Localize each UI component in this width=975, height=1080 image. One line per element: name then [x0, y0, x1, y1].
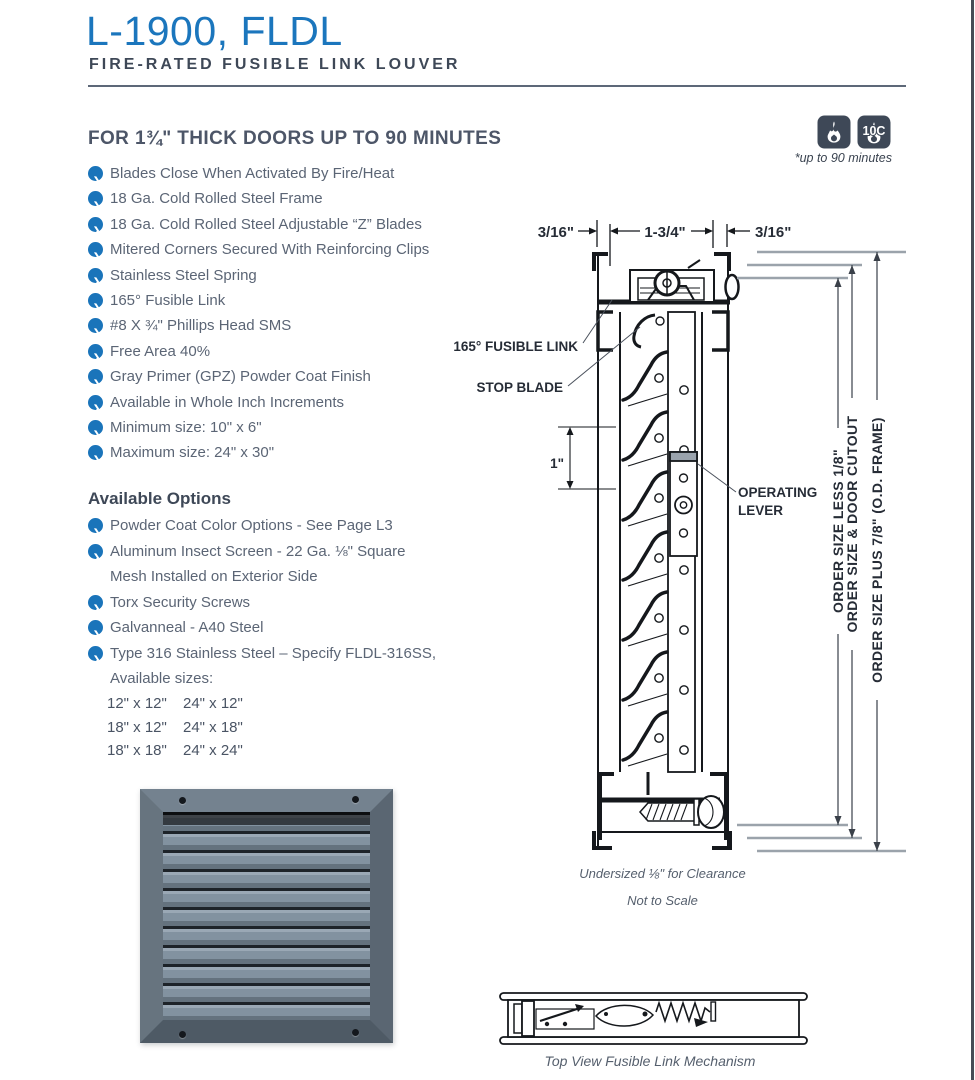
- flame-10c-icon: [858, 116, 891, 149]
- fusible-link-label: 165° FUSIBLE LINK: [453, 339, 578, 354]
- size-cell: 24" x 24": [183, 742, 243, 759]
- feature-text: 165° Fusible Link: [110, 292, 226, 310]
- operating-lever-label: OPERATING: [738, 485, 818, 500]
- chevron-bullet-icon: [88, 620, 103, 635]
- chevron-bullet-icon: [88, 369, 103, 384]
- chevron-bullet-icon: [88, 544, 103, 559]
- size-cell: 24" x 18": [183, 718, 243, 736]
- product-photo-louver: [140, 789, 393, 1043]
- top-view-caption: Top View Fusible Link Mechanism: [544, 1053, 756, 1069]
- size-row: [107, 739, 259, 763]
- chevron-bullet-icon: [88, 646, 103, 661]
- stop-blade-shape: [634, 315, 664, 347]
- flame-icon: [818, 116, 851, 149]
- feature-text: 18 Ga. Cold Rolled Steel Frame: [110, 190, 323, 208]
- clearance-note: Undersized ⅛" for Clearance: [579, 866, 746, 881]
- option-text: Galvanneal - A40 Steel: [110, 619, 264, 636]
- size-cell: 24" x 12": [183, 695, 243, 712]
- screw-hole: [352, 796, 359, 803]
- feature-text: Free Area 40%: [110, 342, 211, 360]
- chevron-bullet-icon: [88, 344, 103, 359]
- dim-center-label: 1-3/4": [644, 224, 686, 241]
- chevron-bullet-icon: [88, 293, 103, 308]
- option-text: Torx Security Screws: [110, 593, 251, 611]
- chevron-bullet-icon: [88, 595, 103, 610]
- stop-blade-label: STOP BLADE: [476, 380, 563, 395]
- order-size-less-label: ORDER SIZE LESS 1/8": [830, 448, 846, 614]
- badge-10c-label: 10C: [862, 124, 886, 138]
- feature-text: Mitered Corners Secured With Reinforcing Clips: [110, 241, 430, 259]
- chevron-bullet-icon: [88, 518, 103, 533]
- operating-lever-shape: [670, 452, 697, 556]
- available-sizes-table: [107, 692, 259, 763]
- section-heading: FOR 1¾" THICK DOORS UP TO 90 MINUTES: [88, 128, 502, 149]
- option-text-line2: Available sizes:: [110, 670, 214, 687]
- option-text: Aluminum Insect Screen - 22 Ga. ⅛" Square: [110, 542, 406, 560]
- page-edge-line: [971, 0, 974, 1080]
- option-text: Powder Coat Color Options - See Page L3: [110, 517, 393, 534]
- section-diagram: [430, 195, 975, 920]
- feature-text: #8 X ¾" Phillips Head SMS: [110, 317, 292, 335]
- option-text-line2: Mesh Installed on Exterior Side: [110, 568, 318, 585]
- chevron-bullet-icon: [88, 395, 103, 410]
- feature-text: Gray Primer (GPZ) Powder Coat Finish: [110, 368, 371, 386]
- chevron-bullet-icon: [88, 420, 103, 435]
- louver-blades: [163, 812, 370, 1020]
- feature-text: Blades Close When Activated By Fire/Heat: [110, 165, 395, 182]
- feature-text: 18 Ga. Cold Rolled Steel Adjustable “Z” Blades: [110, 215, 422, 233]
- feature-text: Available in Whole Inch Increments: [110, 393, 345, 411]
- option-text: Type 316 Stainless Steel – Specify FLDL-316SS,: [110, 644, 437, 662]
- page-subtitle: FIRE-RATED FUSIBLE LINK LOUVER: [89, 56, 461, 73]
- screw-hole: [352, 1029, 359, 1036]
- chevron-bullet-icon: [88, 166, 103, 181]
- screw-hole: [179, 797, 186, 804]
- options-heading: Available Options: [88, 489, 231, 508]
- badge-note: *up to 90 minutes: [794, 151, 892, 165]
- header-divider: [88, 85, 906, 87]
- chevron-bullet-icon: [88, 242, 103, 257]
- dim-right-label: 3/16": [755, 224, 792, 241]
- size-cell: 18" x 12": [107, 718, 167, 736]
- chevron-bullet-icon: [88, 268, 103, 283]
- screw-hole: [179, 1031, 186, 1038]
- order-size-cutout-label: ORDER SIZE & DOOR CUTOUT: [844, 415, 860, 633]
- size-row: [107, 692, 259, 716]
- blade-spacing-label: 1": [550, 456, 564, 471]
- bottom-frame-assembly: [594, 772, 730, 848]
- page-title: L-1900, FLDL: [86, 8, 343, 54]
- scale-note: Not to Scale: [627, 893, 698, 908]
- size-row: [107, 716, 259, 740]
- feature-text: Minimum size: 10" x 6": [110, 419, 262, 437]
- feature-text: Maximum size: 24" x 30": [110, 444, 275, 462]
- size-cell: 12" x 12": [107, 695, 167, 712]
- chevron-bullet-icon: [88, 217, 103, 232]
- order-size-plus-label: ORDER SIZE PLUS 7/8" (O.D. FRAME): [869, 417, 885, 683]
- chevron-bullet-icon: [88, 445, 103, 460]
- dim-left-label: 3/16": [537, 224, 574, 241]
- size-cell: 18" x 18": [107, 742, 167, 759]
- feature-item: [88, 161, 508, 186]
- operating-lever-label: LEVER: [738, 503, 784, 518]
- fusible-link-assembly: [594, 254, 739, 350]
- chevron-bullet-icon: [88, 191, 103, 206]
- feature-text: Stainless Steel Spring: [110, 266, 257, 284]
- chevron-bullet-icon: [88, 318, 103, 333]
- top-view-diagram: [495, 985, 815, 1055]
- fire-rating-badges: [817, 114, 891, 150]
